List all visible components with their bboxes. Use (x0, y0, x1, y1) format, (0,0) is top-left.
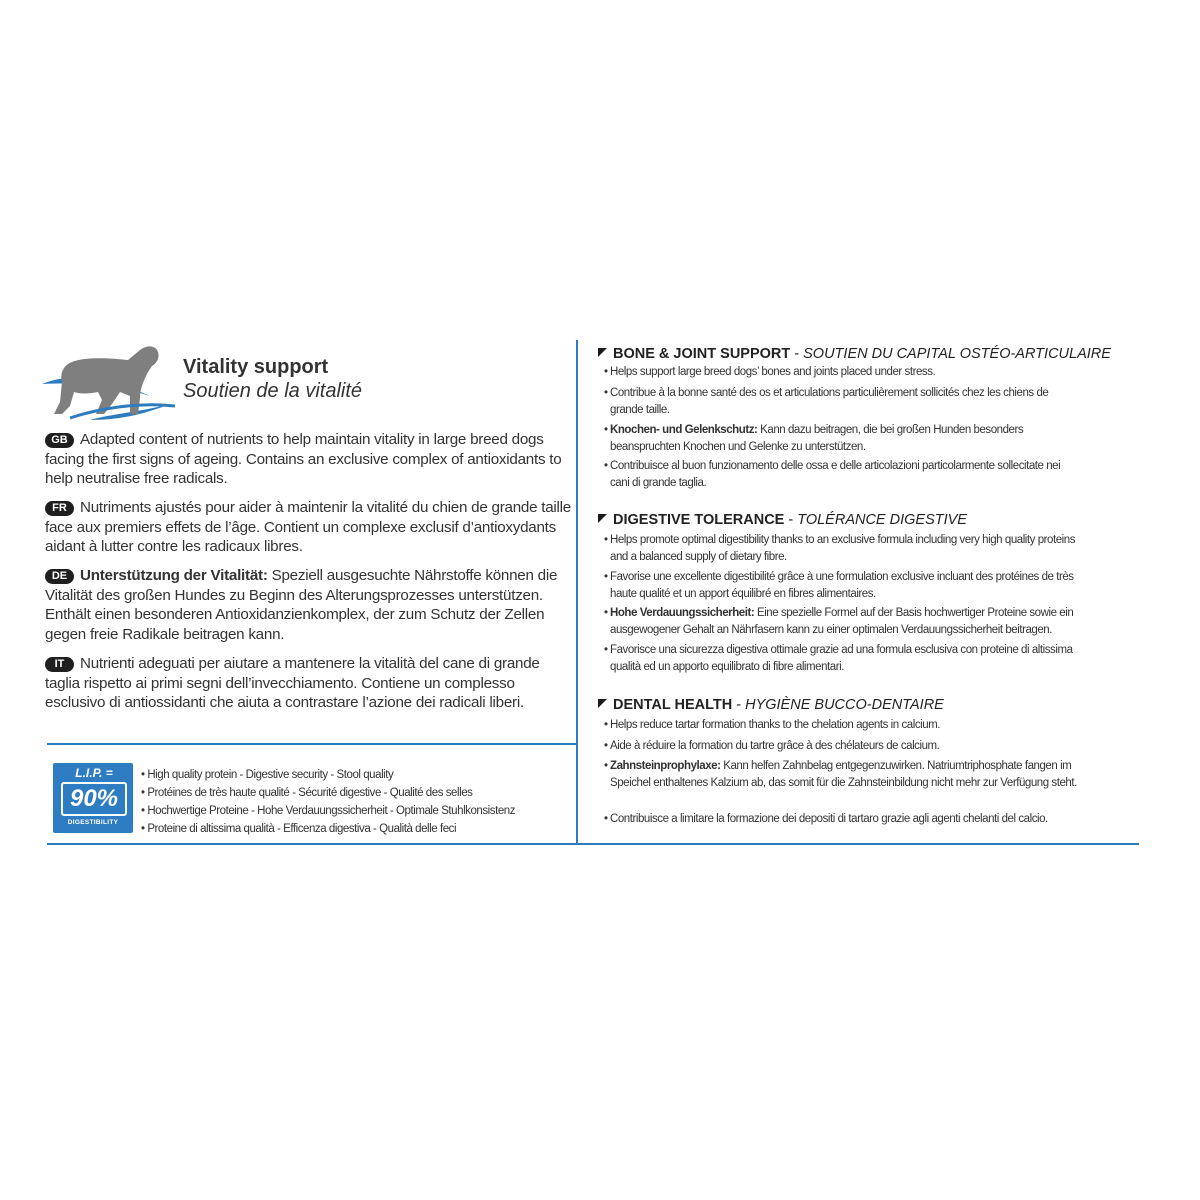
corner-triangle-icon (598, 348, 607, 357)
bottom-rule (47, 843, 1139, 845)
paragraph-text: Nutriments ajustés pour aider à maintenir la vitalité du chien de grande taille face aux premiers effets de l’âge. Contient un complexe exclusif d’antioxydants aidant à lutter contre les radicaux libres. (45, 499, 571, 555)
bullet-item (610, 422, 1080, 455)
bullet-text: Helps promote optimal digestibility thanks to an exclusive formula including very high quality proteins and a balanced supply of dietary fibre. (610, 534, 1076, 563)
corner-triangle-icon (598, 699, 607, 708)
paragraph-text: Speziell ausgesuchte Nährstoffe können die Vitalität des großen Hundes zu Beginn des Alterungsprozesses unterstützen. Enthält einen besonderen Antioxidanzienkomplex, der zum Schutz der Zellen gegen freie Radikale beitragen kann. (45, 567, 558, 643)
bullet-item (610, 642, 1080, 675)
title-french: Soutien de la vitalité (183, 380, 363, 402)
paragraph-de (45, 566, 573, 644)
bullet-item (610, 717, 1080, 734)
paragraph-gb (45, 430, 573, 489)
bullet-text: Kann dazu beitragen, die bei großen Hunden besonders beanspruchten Knochen und Gelenke zu unterstützen. (610, 424, 1024, 453)
list-item-text: High quality protein - Digestive security - Stool quality (147, 769, 394, 781)
list-item-text: Proteine di altissima qualità - Efficenza digestiva - Qualità delle feci (147, 823, 457, 835)
bullet-text: Contribue à la bonne santé des os et articulations particulièrement sollicités chez les chiens de grande taille. (610, 387, 1049, 416)
bullet-text: Helps reduce tartar formation thanks to the chelation agents in calcium. (610, 719, 941, 731)
bullet-text: Aide à réduire la formation du tartre grâce à des chélateurs de calcium. (610, 740, 940, 752)
section-title-fr: TOLÉRANCE DIGESTIVE (797, 512, 967, 528)
paragraph-lead: Unterstützung der Vitalität: (80, 567, 268, 584)
paragraph-text: Nutrienti adeguati per aiutare a mantenere la vitalità del cane di grande taglia rispetto ai primi segni dell’invecchiamento. Contiene un complesso esclusivo di antiossidanti che aiuta a contrastare l’azione dei radicali liberi. (45, 655, 540, 711)
section-title-dental: DENTAL HEALTH - HYGIÈNE BUCCO-DENTAIRE (598, 697, 944, 713)
section-title-bone-joint: BONE & JOINT SUPPORT - SOUTIEN DU CAPITAL OSTÉO-ARTICULAIRE (598, 346, 1111, 362)
corner-triangle-icon (598, 514, 607, 523)
bullet-item (610, 758, 1080, 791)
bullet-text: Contribuisce a limitare la formazione dei depositi di tartaro grazie agli agenti chelanti del calcio. (610, 813, 1048, 825)
section-title-digestive: DIGESTIVE TOLERANCE - TOLÉRANCE DIGESTIVE (598, 512, 967, 528)
bullet-text: Contribuisce al buon funzionamento delle ossa e delle articolazioni particolarmente sollecitate nei cani di grande taglia. (610, 460, 1061, 489)
lip-digestibility-badge (53, 763, 133, 833)
bullet-item (610, 605, 1080, 638)
section-title-fr: HYGIÈNE BUCCO-DENTAIRE (745, 697, 944, 713)
bullet-item (610, 385, 1080, 418)
bullet-item (610, 458, 1080, 491)
paragraph-fr (45, 498, 573, 557)
list-item: • Proteine di altissima qualità - Efficenza digestiva - Qualità delle feci (141, 823, 457, 835)
lip-percent-box (61, 782, 127, 816)
paragraph-text: Adapted content of nutrients to help maintain vitality in large breed dogs facing the first signs of ageing. Contains an exclusive complex of antioxidants to help neutralise free radicals. (45, 431, 562, 487)
lang-badge-gb: GB (45, 433, 74, 448)
bullet-text: Eine spezielle Formel auf der Basis hochwertiger Proteine sowie ein ausgewogener Gehalt an Nährfasern kann zu einer optimalen Verdauungssicherheit beitragen. (610, 607, 1074, 636)
section-title-en: BONE & JOINT SUPPORT (613, 346, 791, 362)
lip-percent: 90% (69, 785, 119, 812)
list-item-text: Protéines de très haute qualité - Sécurité digestive - Qualité des selles (147, 787, 473, 799)
lang-badge-de: DE (45, 569, 74, 584)
list-item: • Hochwertige Proteine - Hohe Verdauungssicherheit - Optimale Stuhlkonsistenz (141, 805, 516, 817)
bullet-text: Favorisce una sicurezza digestiva ottimale grazie ad una formula esclusiva con proteine di altissima qualità ed un apporto equilibrato di fibre alimentari. (610, 644, 1073, 673)
lang-badge-it: IT (45, 657, 74, 672)
bullet-item (610, 532, 1080, 565)
bullet-text: Favorise une excellente digestibilité grâce à une formulation exclusive incluant des protéines de très haute qualité et un apport équilibré en fibres alimentaires. (610, 571, 1074, 600)
list-item-text: Hochwertige Proteine - Hohe Verdauungssicherheit - Optimale Stuhlkonsistenz (147, 805, 516, 817)
bullet-lead: Hohe Verdauungssicherheit: (610, 607, 755, 619)
title-english: Vitality support (183, 356, 329, 378)
bullet-lead: Zahnsteinprophylaxe: (610, 760, 721, 772)
list-item: • Protéines de très haute qualité - Sécurité digestive - Qualité des selles (141, 787, 473, 799)
lang-badge-fr: FR (45, 501, 74, 516)
column-divider (576, 340, 578, 845)
section-title-en: DENTAL HEALTH (613, 697, 733, 713)
bullet-item (610, 569, 1080, 602)
bullet-text: Helps support large breed dogs’ bones and joints placed under stress. (610, 366, 936, 378)
bullet-lead: Knochen- und Gelenkschutz: (610, 424, 758, 436)
bullet-item (610, 364, 1080, 381)
lip-bottom-label: DIGESTIBILITY (67, 819, 119, 826)
section-title-en: DIGESTIVE TOLERANCE (613, 512, 785, 528)
lip-list (141, 766, 515, 838)
section-title-fr: SOUTIEN DU CAPITAL OSTÉO-ARTICULAIRE (803, 346, 1111, 362)
list-item: • High quality protein - Digestive security - Stool quality (141, 769, 394, 781)
paragraph-it (45, 654, 573, 713)
lip-top-label: L.I.P. = (75, 766, 113, 780)
bullet-item (610, 811, 1080, 828)
bullet-text: Kann helfen Zahnbelag entgegenzuwirken. Natriumtriphosphate fangen im Speichel enthaltenes Kalzium ab, das somit für die Zahnsteinbildung nicht mehr zur Verfügung steht. (610, 760, 1077, 789)
bullet-item (610, 738, 1080, 755)
left-divider (47, 743, 577, 745)
dog-silhouette-icon (40, 342, 175, 422)
